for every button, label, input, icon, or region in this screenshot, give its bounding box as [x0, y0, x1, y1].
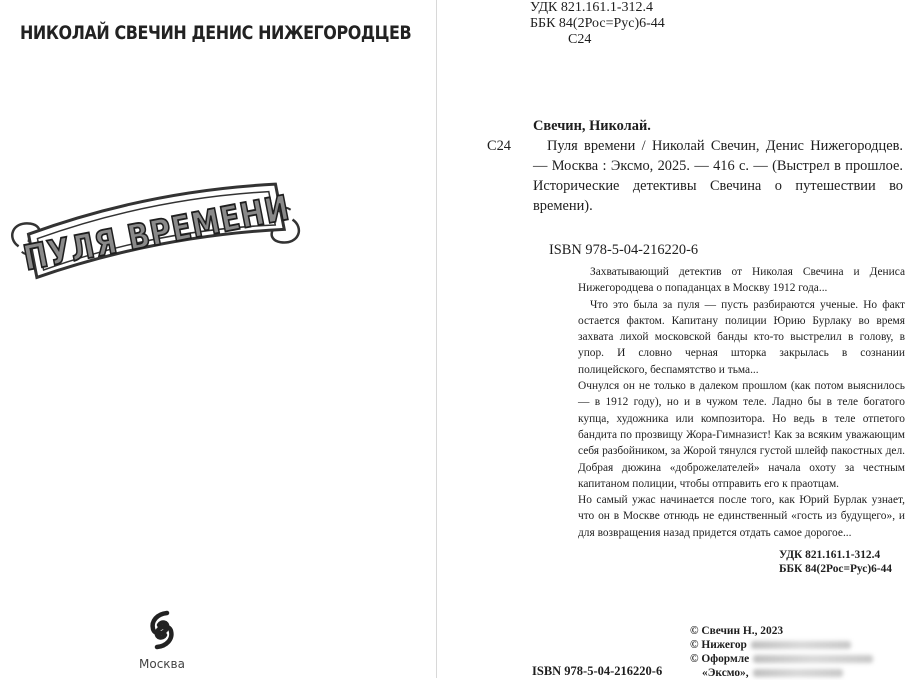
- author-cipher: С24: [568, 32, 592, 47]
- bottom-classification-codes: [779, 548, 892, 576]
- abstract: [578, 264, 905, 541]
- redacted-area: [751, 641, 851, 649]
- copyright-line: © Оформле: [690, 653, 750, 665]
- abstract-paragraph: Но самый ужас начинается после того, как Юрий Бурлак узнает, что он в Москве отнюдь не единственный «гость из будущего», и для возвращения назад придется отдать самое дорогое...: [578, 494, 905, 539]
- redacted-area: [753, 669, 843, 677]
- redacted-area: [753, 655, 873, 663]
- left-page: [0, 0, 436, 678]
- copyright-line: © Нижегор: [690, 639, 747, 651]
- record-heading: Свечин, Николай.: [533, 118, 651, 134]
- bibliographic-record: [487, 116, 903, 258]
- record-isbn: ISBN 978-5-04-216220-6: [549, 242, 699, 258]
- abstract-paragraph: Захватывающий детектив от Николая Свечина и Дениса Нижегородцева о попаданцах в Москву 1912 года...: [578, 266, 905, 295]
- authors-line: НИКОЛАЙ СВЕЧИН ДЕНИС НИЖЕГОРОДЦЕВ: [20, 22, 412, 44]
- copyright-block: [690, 624, 873, 680]
- bottom-isbn: ISBN 978-5-04-216220-6: [532, 664, 663, 678]
- abstract-paragraph: Очнулся он не только в далеком прошлом (как потом выяснилось — в 1912 году), но и в чужом теле. Ладно бы в теле богатого купца, художника или композитора. Но ведь в теле отпетого бандита по прозвищу Жора-Гимназист! Как за всяким уважающим себя разбойником, за Жорой тянулся густой шлейф пакостных дел. Добрая дюжина «доброжелателей» начала охоту за честным капитаном полиции, чтобы отправить его к праотцам.: [578, 380, 905, 490]
- classification-codes: [530, 0, 665, 48]
- bottom-bbk-code: ББК 84(2Рос=Рус)6-44: [779, 563, 892, 575]
- bottom-udk-code: УДК 821.161.1-312.4: [779, 549, 881, 561]
- udk-code: УДК 821.161.1-312.4: [530, 0, 654, 15]
- copyright-line: © Свечин Н., 2023: [690, 625, 784, 637]
- bbk-code: ББК 84(2Рос=Рус)6-44: [530, 16, 665, 31]
- abstract-paragraph: Что это была за пуля — пусть разбираются ученые. Но факт остается фактом. Капитану полиции Юрию Бурлаку во время захвата лихой московской банды кто-то выстрелил в голову, в упор. И словно черная шторка закрылась в сознании полицейского, беспамятство и тьма...: [578, 298, 905, 376]
- publisher-logo: [137, 610, 187, 671]
- publisher-caption: Москва: [139, 657, 185, 671]
- eksmo-logo-icon: [147, 610, 177, 650]
- copyright-line: «Эксмо»,: [702, 667, 749, 679]
- right-page: [437, 0, 906, 678]
- book-title: ПУЛЯ ВРЕМЕНИ: [20, 188, 294, 279]
- record-body: Пуля времени / Николай Свечин, Денис Нижегородцев. — Москва : Эксмо, 2025. — 416 с. — (Выстрел в прошлое. Исторические детективы Свечина о путешествии во времени).: [533, 138, 903, 214]
- title-banner: [0, 150, 310, 310]
- record-cipher: С24: [487, 138, 511, 154]
